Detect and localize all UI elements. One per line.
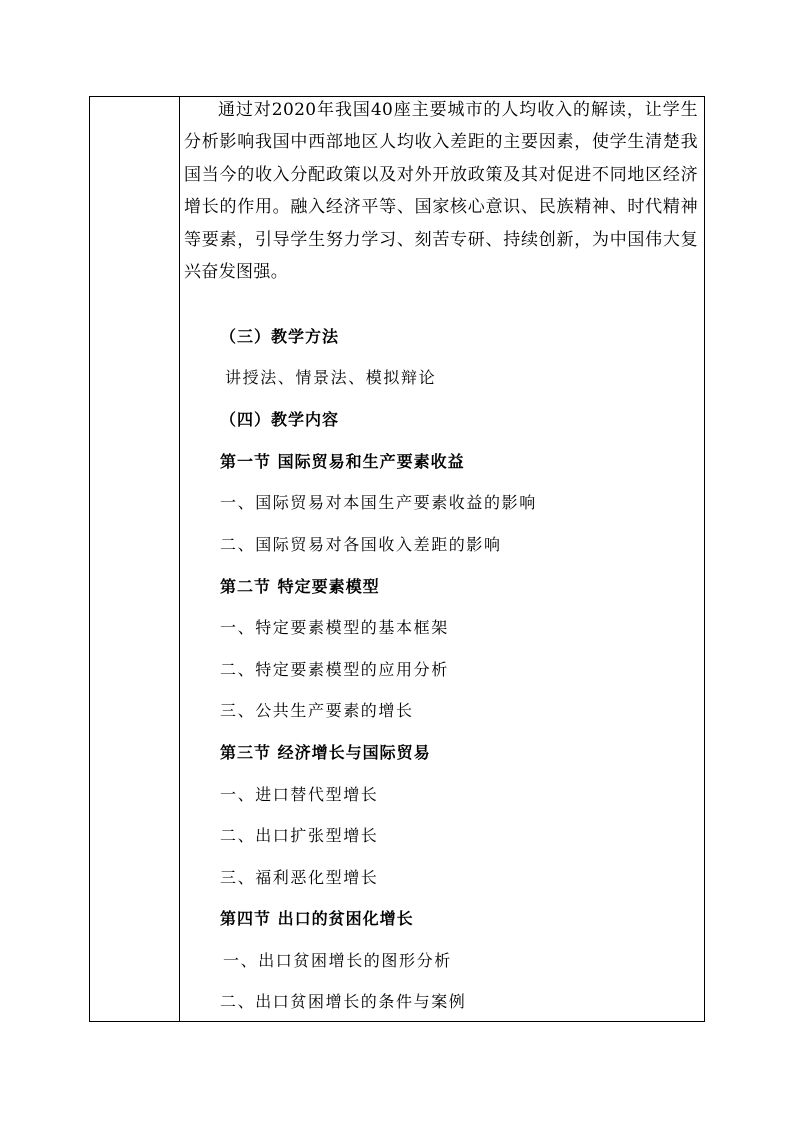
table-content-cell bbox=[180, 96, 705, 1022]
section-item: 二、特定要素模型的应用分析 bbox=[220, 660, 449, 679]
section-item: 二、出口贫困增长的条件与案例 bbox=[220, 992, 467, 1011]
section-item: 三、福利恶化型增长 bbox=[220, 868, 379, 887]
section-item: 一、进口替代型增长 bbox=[220, 785, 379, 804]
content-heading: （四）教学内容 bbox=[220, 410, 340, 429]
method-text: 讲授法、情景法、模拟辩论 bbox=[225, 368, 437, 387]
method-heading: （三）教学方法 bbox=[220, 327, 340, 346]
section-item: 一、特定要素模型的基本框架 bbox=[220, 618, 449, 637]
section-item: 二、出口扩张型增长 bbox=[220, 826, 379, 845]
section-title: 第三节 经济增长与国际贸易 bbox=[220, 743, 431, 762]
section-item: 一、国际贸易对本国生产要素收益的影响 bbox=[220, 493, 537, 512]
section-item: 一、出口贫困增长的图形分析 bbox=[223, 951, 452, 970]
section-title: 第四节 出口的贫困化增长 bbox=[220, 909, 414, 928]
section-item: 三、公共生产要素的增长 bbox=[220, 701, 414, 720]
section-title: 第二节 特定要素模型 bbox=[220, 577, 380, 596]
objective-paragraph: 通过对2020年我国40座主要城市的人均收入的解读，让学生分析影响我国中西部地区人均收入差距的主要因素，使学生清楚我国当今的收入分配政策以及对外开放政策及其对促进不同地区经济增长的作用。融入经济平等、国家核心意识、民族精神、时代精神等要素，引导学生努力学习、刻苦专研、持续创新，为中国伟大复兴奋发图强。 bbox=[184, 100, 698, 283]
section-item: 二、国际贸易对各国收入差距的影响 bbox=[220, 535, 502, 554]
section-title: 第一节 国际贸易和生产要素收益 bbox=[220, 452, 465, 471]
